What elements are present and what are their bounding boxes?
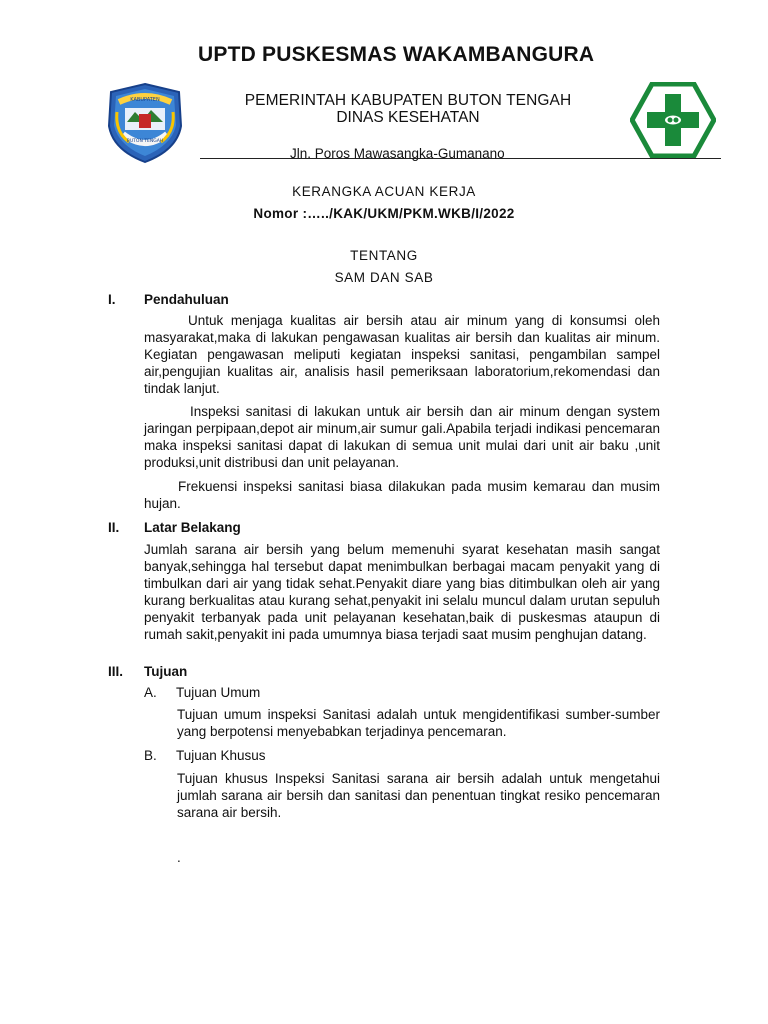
letterhead-institution: UPTD PUSKESMAS WAKAMBANGURA	[198, 43, 595, 66]
kabupaten-emblem-icon	[105, 82, 185, 164]
letterhead-text	[188, 92, 628, 126]
subsection-a-letter: A.	[144, 685, 157, 700]
letterhead-divider	[200, 158, 721, 159]
about-label: TENTANG	[350, 248, 418, 263]
section-1-title: Pendahuluan	[144, 292, 229, 307]
section-2-paragraph: Jumlah sarana air bersih yang belum memenuhi syarat kesehatan masih sangat banyak,sehingga hal tersebut dapat menimbulkan berbagai macam penyakit yang di timbulkan dari air yang tidak sehat.Penyakit diare yang bias ditimbulkan oleh air yang kurang berkualitas atau kurang sehat,penyakit ini selalu muncul dalam urutan sepuluh penyakit terbanyak pada unit pelayanan kesehatan,baik di puskesmas ataupun di rumah sakit,penyakit ini pada umumnya biasa terjadi saat musim penghujan datang.	[144, 542, 660, 642]
svg-text:KABUPATEN: KABUPATEN	[130, 97, 160, 103]
document-number: Nomor :…../KAK/UKM/PKM.WKB/I/2022	[253, 206, 515, 221]
section-1-paragraph-2: Inspeksi sanitasi di lakukan untuk air bersih dan air minum dengan system jaringan perpipaan,depot air minum,air sumur gali.Apabila terjadi indikasi pencemaran maka inspeksi sanitasi dapat di lakukan di semua unit mulai dari unit air baku ,unit produksi,unit distribusi dan unit pelayanan.	[144, 404, 660, 470]
section-1-number: I.	[108, 292, 116, 307]
letterhead-government: PEMERINTAH KABUPATEN BUTON TENGAH	[244, 92, 572, 109]
subsection-b-title: Tujuan Khusus	[176, 748, 266, 763]
svg-text:BUTON TENGAH: BUTON TENGAH	[126, 139, 164, 144]
section-2-number: II.	[108, 520, 120, 535]
document-title: KERANGKA ACUAN KERJA	[292, 184, 476, 199]
section-3-title: Tujuan	[144, 664, 188, 679]
letterhead-department: DINAS KESEHATAN	[336, 109, 480, 126]
section-2-title: Latar Belakang	[144, 520, 241, 535]
subsection-b-letter: B.	[144, 748, 157, 763]
subsection-b-text: Tujuan khusus Inspeksi Sanitasi sarana air bersih adalah untuk mengetahui jumlah sarana air bersih dan sanitasi dan penentuan tingkat resiko pencemaran sarana air bersih.	[177, 771, 660, 820]
trailing-dot: .	[177, 850, 181, 865]
section-3-number: III.	[108, 664, 124, 679]
subsection-a-title: Tujuan Umum	[176, 685, 261, 700]
letterhead-address: Jln. Poros Mawasangka-Gumanano	[290, 146, 505, 161]
subsection-a-text: Tujuan umum inspeksi Sanitasi adalah untuk mengidentifikasi sumber-sumber yang berpotensi menyebabkan terjadinya pencemaran.	[177, 707, 660, 739]
section-1-paragraph-3: Frekuensi inspeksi sanitasi biasa dilakukan pada musim kemarau dan musim hujan.	[144, 479, 660, 511]
section-1-paragraph-1: Untuk menjaga kualitas air bersih atau air minum yang di konsumsi oleh masyarakat,maka di lakukan pengawasan kualitas air bersih dan kualitas air minum. Kegiatan pengawasan meliputi kegiatan inspeksi sanitasi, pengambilan sampel air,pengujian kualitas air, analisis hasil pemeriksaan laboratorium,rekomendasi dan tindak lanjut.	[144, 313, 660, 396]
document-subject: SAM DAN SAB	[334, 270, 434, 285]
